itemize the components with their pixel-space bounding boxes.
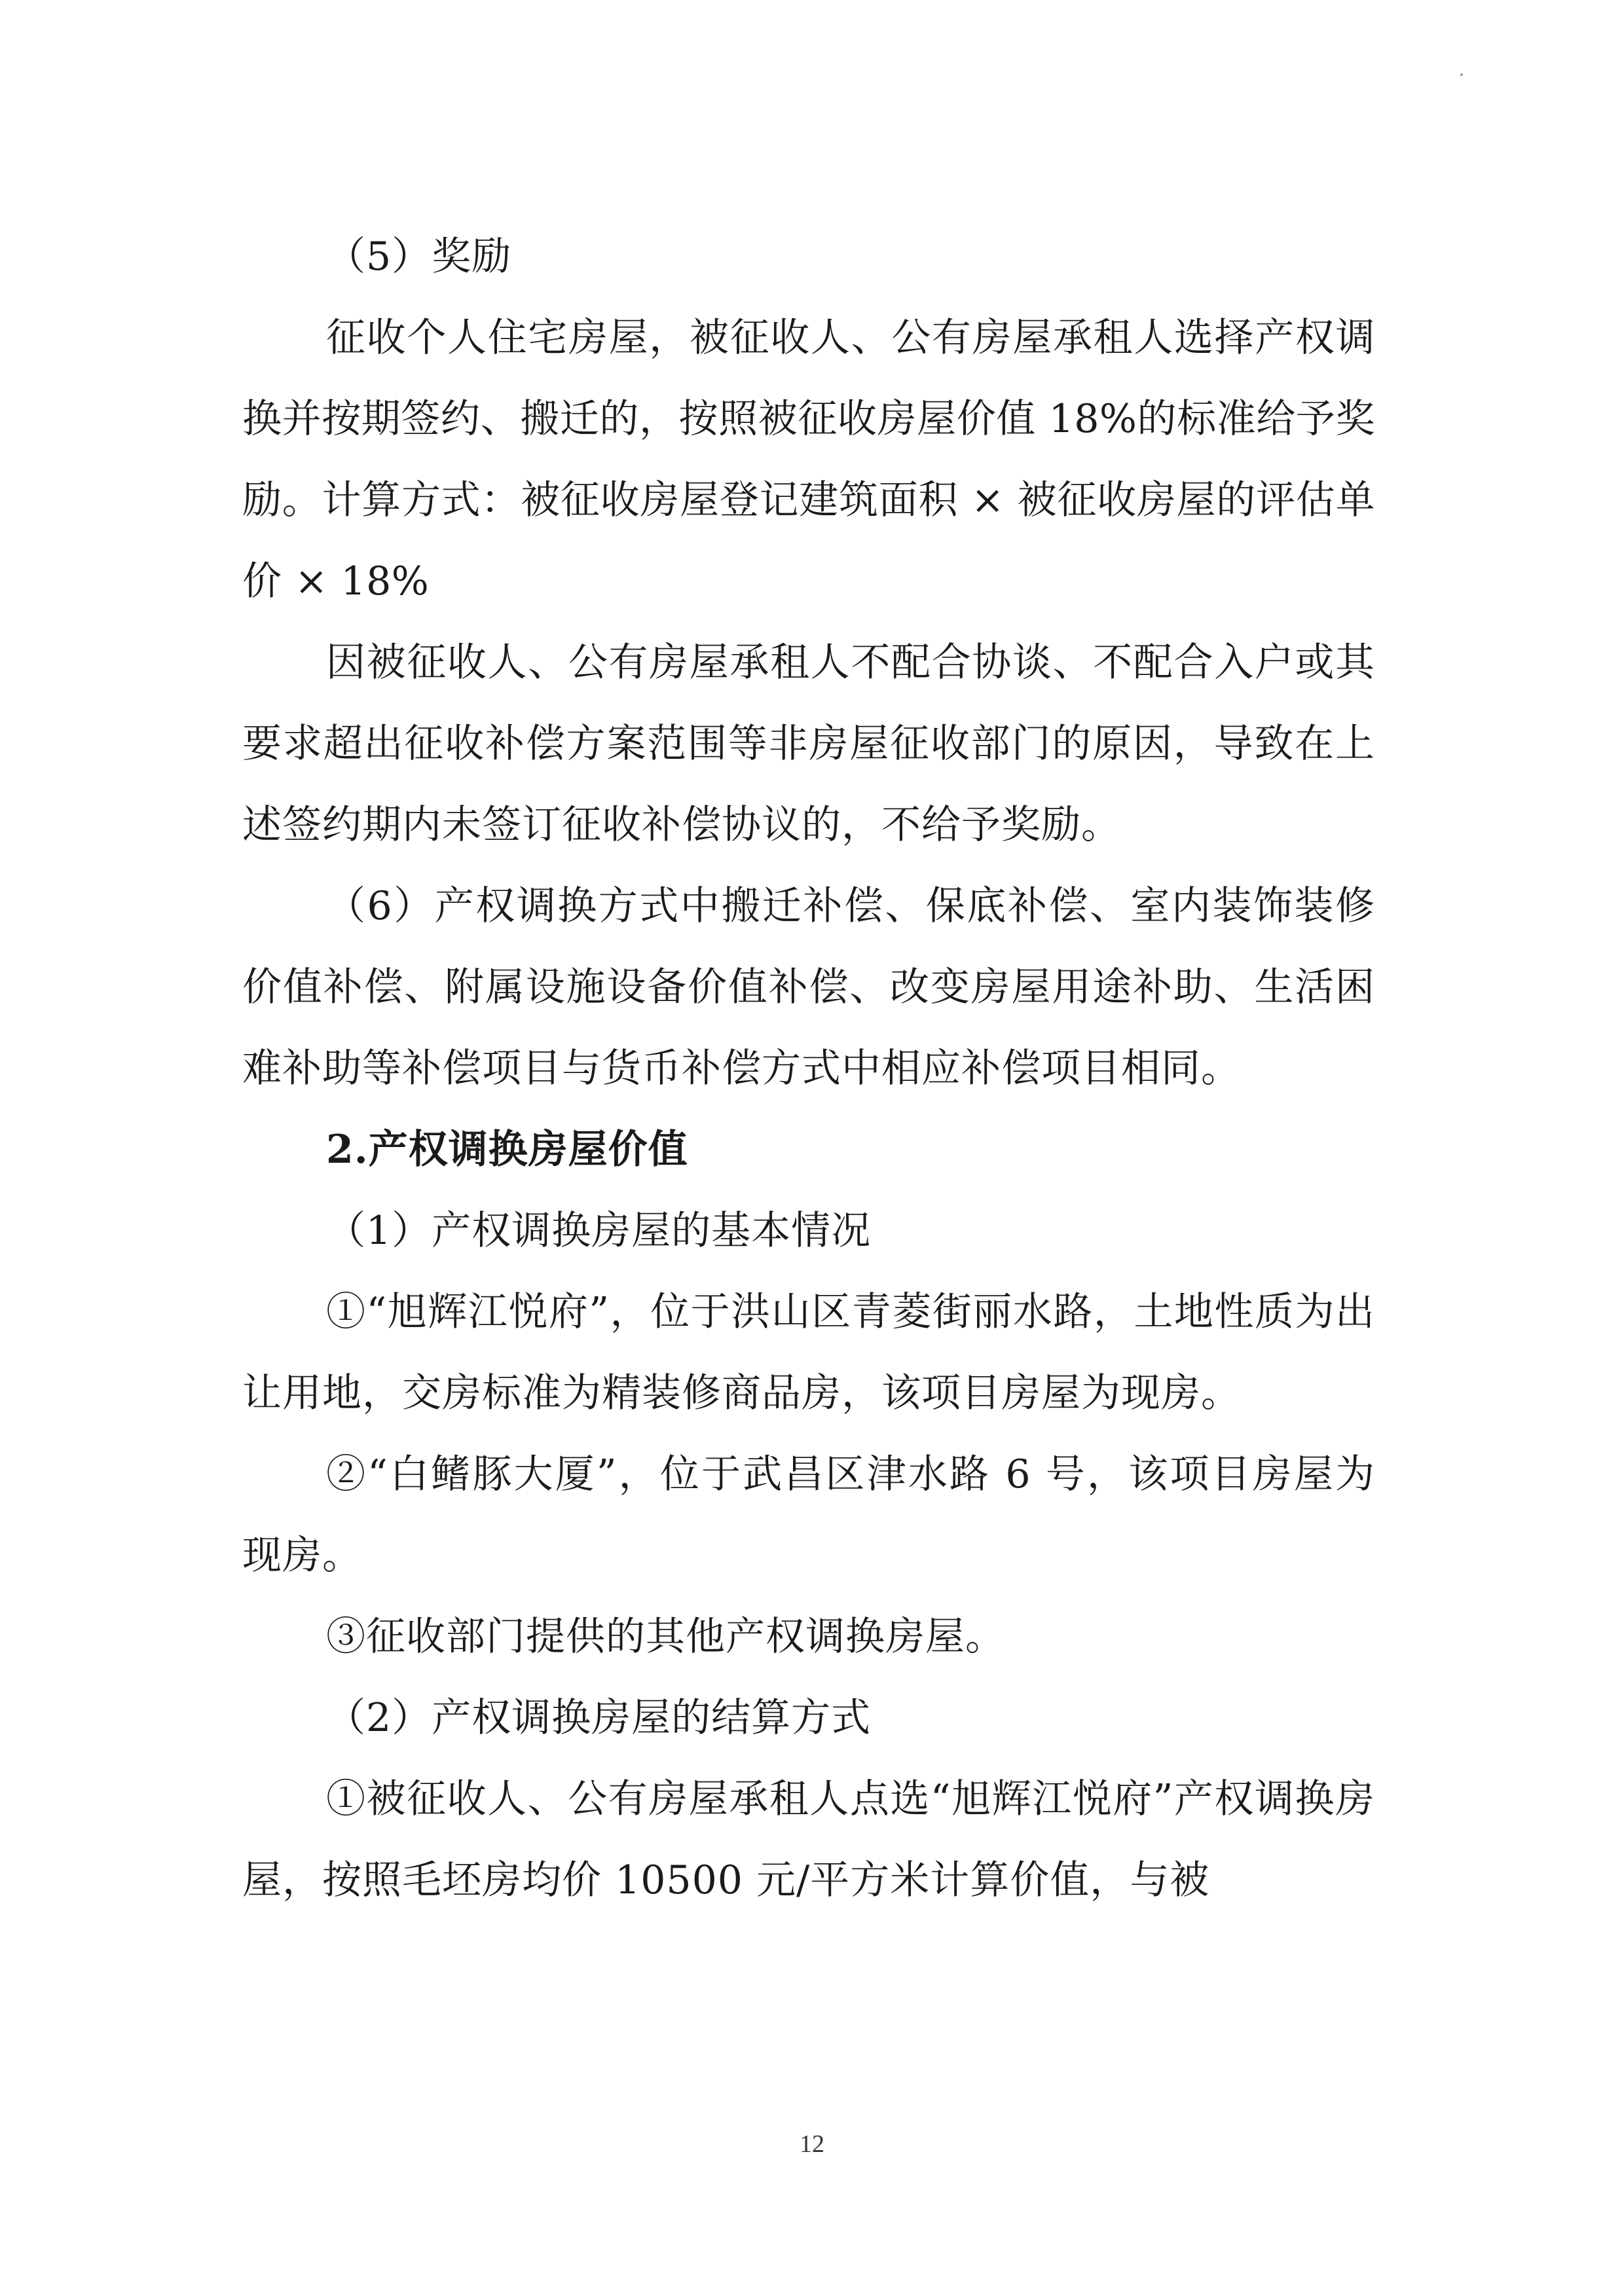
paragraph-property-baiqitun: ②“白鳍豚大厦”，位于武昌区津水路 6 号，该项目房屋为现房。 (242, 1451, 1375, 1578)
scan-speck (1460, 73, 1463, 76)
section-heading-property-value: 2.产权调换房屋价值 (326, 1127, 688, 1173)
paragraph-reward-rule: 征收个人住宅房屋，被征收人、公有房屋承租人选择产权调换并按期签约、搬迁的，按照被征收房屋价值 18%的标准给予奖励。计算方式：被征收房屋登记建筑面积 × 被征收房屋的评估单价 × 18% (242, 315, 1375, 604)
page-number: 12 (800, 2130, 824, 2158)
heading-reward: （5）奖励 (326, 234, 512, 280)
subheading-basic-info: （1）产权调换房屋的基本情况 (326, 1208, 872, 1254)
document-body (242, 216, 1375, 1921)
subheading-settlement: （2）产权调换房屋的结算方式 (326, 1695, 872, 1741)
paragraph-property-xuhui: ①“旭辉江悦府”，位于洪山区青菱街丽水路，土地性质为出让用地，交房标准为精装修商品房，该项目房屋为现房。 (242, 1289, 1375, 1416)
paragraph-compensation-items: （6）产权调换方式中搬迁补偿、保底补偿、室内装饰装修价值补偿、附属设施设备价值补偿、改变房屋用途补助、生活困难补助等补偿项目与货币补偿方式中相应补偿项目相同。 (242, 883, 1375, 1091)
paragraph-settlement-xuhui: ①被征收人、公有房屋承租人点选“旭辉江悦府”产权调换房屋，按照毛坯房均价 10500 元/平方米计算价值，与被 (242, 1776, 1375, 1903)
paragraph-property-other: ③征收部门提供的其他产权调换房屋。 (326, 1614, 1005, 1660)
paragraph-no-reward: 因被征收人、公有房屋承租人不配合协谈、不配合入户或其要求超出征收补偿方案范围等非房屋征收部门的原因，导致在上述签约期内未签订征收补偿协议的，不给予奖励。 (242, 640, 1375, 848)
